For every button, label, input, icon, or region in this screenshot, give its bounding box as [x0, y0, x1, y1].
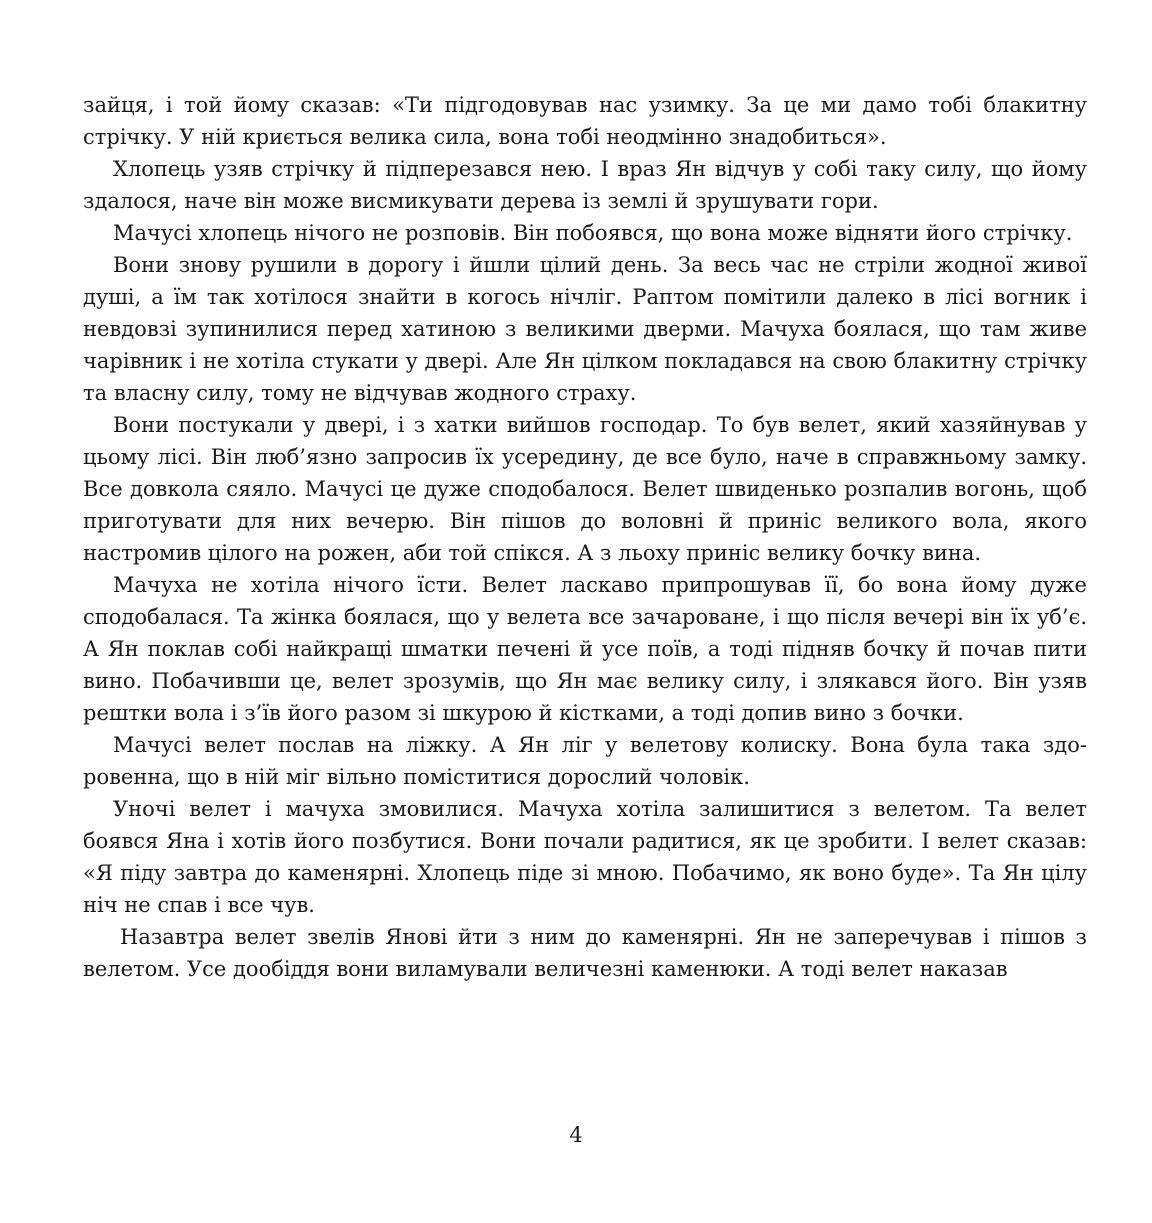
paragraph-5: Вони постукали у двері, і з хатки вийшов господар. То був велет, який хазяйнував у цьому лісі. Він люб’язно запросив їх усередину, де все було, наче в справжньому замку. Все довкола сяяло. Мачусі це дуже сподобалося. Велет швиденько розпалив вогонь, щоб приготувати для них вечерю. Він пішов до воловні й приніс великого вола, якого настромив цілого на рожен, аби той спікся. А з льоху приніс велику бочку вина. [83, 413, 1087, 565]
paragraph-6: Мачуха не хотіла нічого їсти. Велет ласкаво припрошував її, бо вона йому дуже сподобалася. Та жінка боялася, що у велета все зачароване, і що після вечері він їх уб’є. А Ян поклав собі найкращі шматки печені й усе поїв, а тоді підняв бочку й почав пити вино. Побачивши це, велет зрозумів, що Ян має велику силу, і злякався його. Він узяв рештки вола і з’їв його разом зі шкурою й кістками, а тоді допив вино з бочки. [83, 573, 1087, 725]
page-body [83, 89, 1087, 985]
paragraph-2: Хлопець узяв стрічку й підперезався нею. І враз Ян відчув у собі таку силу, що йому здалося, наче він може висмикувати дерева із землі й зрушувати гори. [83, 157, 1087, 213]
paragraph-7: Мачусі велет послав на ліжку. А Ян ліг у велетову колиску. Вона була така здоровенна, що в ній міг вільно поміститися дорослий чоловік. [83, 733, 1087, 789]
paragraph-9: Назавтра велет звелів Янові йти з ним до каменярні. Ян не заперечував і пішов з велетом. Усе дообіддя вони виламували величезні каменюки. А тоді велет наказав [83, 925, 1087, 981]
paragraph-1: зайця, і той йому сказав: «Ти підгодовував нас узимку. За це ми дамо тобі блакитну стрічку. У ній криється велика сила, вона тобі неодмінно знадобиться». [83, 93, 1087, 149]
paragraph-8: Уночі велет і мачуха змовилися. Мачуха хотіла залишитися з велетом. Та велет боявся Яна і хотів його позбутися. Вони почали радитися, як це зробити. І велет сказав: «Я піду завтра до каменярні. Хлопець піде зі мною. Побачимо, як воно буде». Та Ян цілу ніч не спав і все чув. [83, 797, 1087, 917]
page-number: 4 [569, 1123, 583, 1147]
paragraph-3: Мачусі хлопець нічого не розповів. Він побоявся, що вона може відняти його стрічку. [113, 221, 1073, 245]
paragraph-4: Вони знову рушили в дорогу і йшли цілий день. За весь час не стріли жодної живої душі, а їм так хотілося знайти в когось нічліг. Раптом помітили далеко в лісі вогник і невдовзі зупинилися перед хатиною з великими дверми. Мачуха боялася, що там живе чарівник і не хотіла стукати у двері. Але Ян цілком покладався на свою блакитну стрічку та власну силу, тому не відчував жодного страху. [83, 253, 1087, 405]
